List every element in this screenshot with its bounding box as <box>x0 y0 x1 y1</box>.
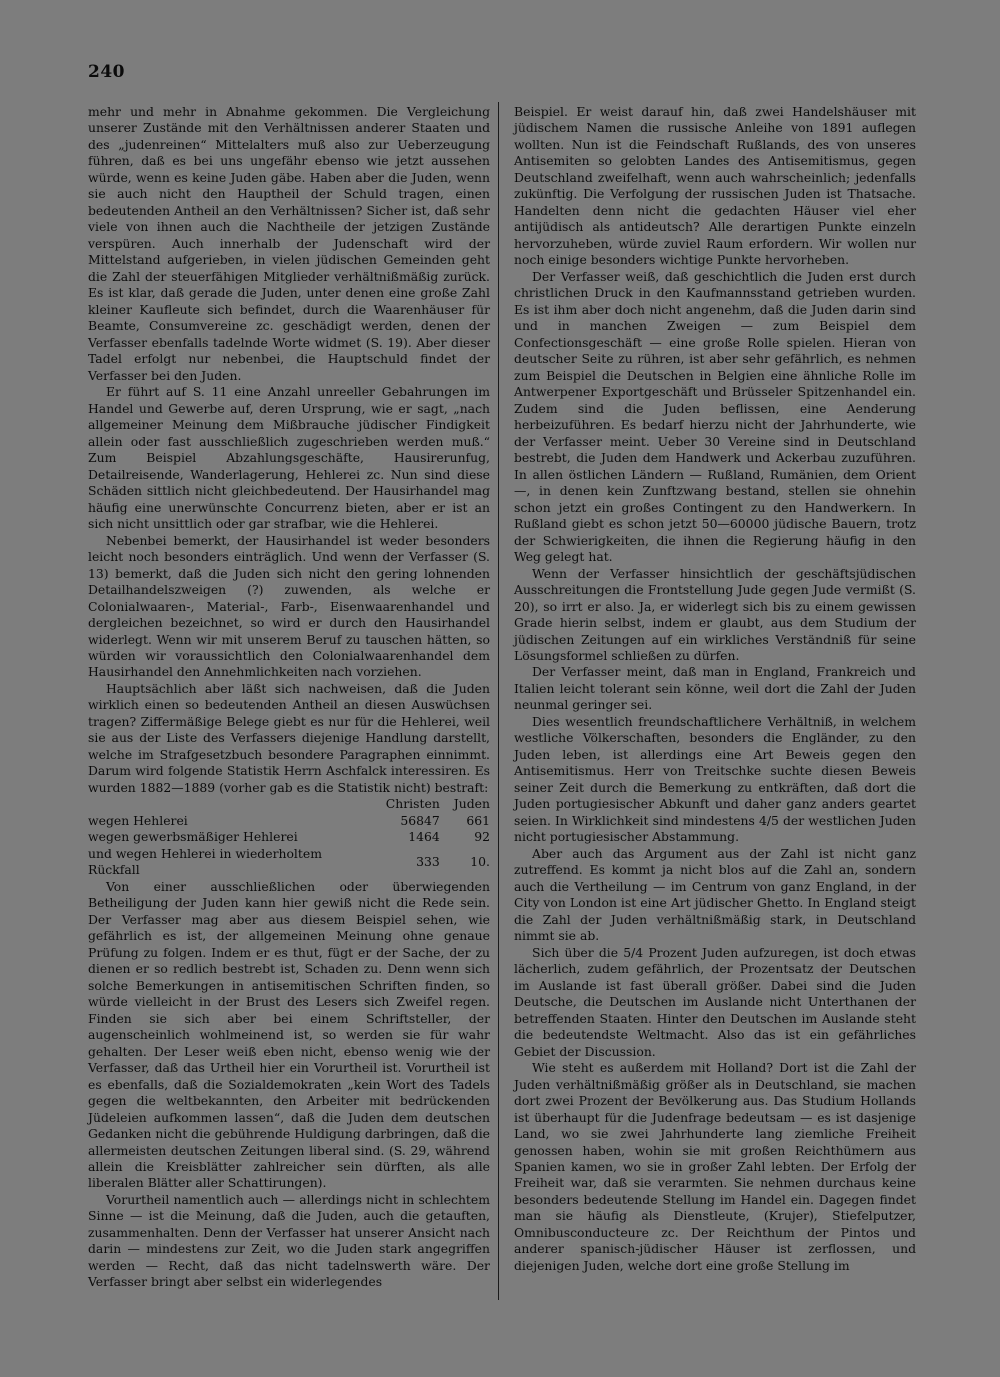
paragraph: Hauptsächlich aber läßt sich nachweisen, daß die Juden wirklich einen so bedeutenden Antheil an diesen Auswüchsen tragen? Ziffermäßige Belege giebt es nur für die Hehlerei, weil sie aus der Liste des Verfassers diejenige Handlung darstellt, welche im Strafgesetzbuch besondere Paragraphen einnimmt. Darum wird folgende Statistik Herrn Aschfalck interessiren. Es wurden 1882—1889 (vorher gab es die Statistik nicht) bestraft: <box>88 680 490 795</box>
table-header-row <box>88 796 490 812</box>
paragraph: Beispiel. Er weist darauf hin, daß zwei Handelshäuser mit jüdischem Namen die russische Anleihe von 1891 auflegen wollten. Nun ist die Feindschaft Rußlands, des von unseres Antisemiten so gelobten Landes des Antisemitismus, gegen Deutschland zweifelhaft, wenn auch wahrscheinlich; jedenfalls zukünftig. Die Verfolgung der russischen Juden ist Thatsache. Handelten denn nicht die gedachten Häuser viel eher antijüdisch als antideutsch? Alle derartigen Punkte einzeln hervorzuheben, würde zuviel Raum erfordern. Wir wollen nur noch einige besonders wichtige Punkte hervorheben. <box>514 104 916 268</box>
column-divider <box>498 102 499 1300</box>
paragraph: Der Verfasser meint, daß man in England, Frankreich und Italien leicht tolerant sein könne, weil dort die Zahl der Juden neunmal geringer sei. <box>514 664 916 713</box>
table-cell: wegen Hehlerei <box>88 812 188 828</box>
paragraph: Wie steht es außerdem mit Holland? Dort ist die Zahl der Juden verhältnißmäßig größer als in Deutschland, sie machen dort zwei Prozent der Bevölkerung aus. Das Studium Hollands ist überhaupt für die Judenfrage bedeutsam — es ist dasjenige Land, wo sie zwei Jahrhunderte lang ziemliche Freiheit genossen haben, wohin sie mit großen Reichthümern aus Spanien kamen, wo sie in großer Zahl lebten. Der Erfolg der Freiheit war, daß sie verarmten. Sie nehmen durchaus keine besonders bedeutende Stellung im Handel ein. Dagegen findet man sie häufig als Dienstleute, (Krujer), Stiefelputzer, Omnibusconducteure zc. Der Reichthum der Pintos und anderer spanisch-jüdischer Häuser ist zerflossen, und diejenigen Juden, welche dort eine große Stellung im <box>514 1060 916 1273</box>
paragraph: Dies wesentlich freundschaftlichere Verhältniß, in welchem westliche Völkerschaften, besonders die Engländer, zu den Juden leben, ist allerdings eine Art Beweis gegen den Antisemitismus. Herr von Treitschke suchte diesen Beweis seiner Zeit durch die Bemerkung zu entkräften, daß dort die Juden portugiesischer Abkunft und daher ganz anders geartet seien. In Wirklichkeit sind mindestens 4/5 der westlichen Juden nicht portugiesischer Abstammung. <box>514 713 916 845</box>
paragraph: Sich über die 5/4 Prozent Juden aufzuregen, ist doch etwas lächerlich, zudem gefährlich, der Prozentsatz der Deutschen im Auslande ist fast überall größer. Dabei sind die Juden Deutsche, die Deutschen im Auslande nicht Unterthanen der betreffenden Staaten. Hinter den Deutschen im Auslande steht die bedeutendste Weltmacht. Also das ist ein gefährliches Gebiet der Discussion. <box>514 944 916 1059</box>
page-number: 240 <box>88 62 125 82</box>
table-cell: 1464 <box>408 829 440 845</box>
table-row <box>88 829 490 845</box>
left-column <box>88 104 490 1291</box>
right-column <box>514 104 916 1274</box>
table-cell: 56847 <box>400 812 440 828</box>
paragraph: Der Verfasser weiß, daß geschichtlich die Juden erst durch christlichen Druck in den Kaufmannsstand getrieben wurden. Es ist ihm aber doch nicht angenehm, daß die Juden darin sind und in manchen Zweigen — zum Beispiel dem Confectionsgeschäft — eine große Rolle spielen. Hieran von deutscher Seite zu rühren, ist aber sehr gefährlich, es nehmen zum Beispiel die Deutschen in Belgien eine ähnliche Rolle im Antwerpener Exportgeschäft und Brüsseler Spitzenhandel ein. Zudem sind die Juden beflissen, eine Aenderung herbeizuführen. Es bedarf hierzu nicht der Jahrhunderte, wie der Verfasser meint. Ueber 30 Vereine sind in Deutschland bestrebt, die Juden dem Handwerk und Ackerbau zuzuführen. In allen östlichen Ländern — Rußland, Rumänien, dem Orient —, in denen kein Zunftzwang bestand, stellen sie ohnehin schon jetzt ein großes Contingent zu den Handwerkern. In Rußland giebt es schon jetzt 50—60000 jüdische Bauern, trotz der Schwierigkeiten, die ihnen die Regierung häufig in den Weg gelegt hat. <box>514 268 916 565</box>
table-cell: wegen gewerbsmäßiger Hehlerei <box>88 829 298 845</box>
table-cell: 10. <box>470 854 490 870</box>
paragraph: Aber auch das Argument aus der Zahl ist nicht ganz zutreffend. Es kommt ja nicht blos auf die Zahl an, sondern auch die Vertheilung — im Centrum von ganz England, in der City von London ist eine Art jüdischer Ghetto. In England steigt die Zahl der Juden verhältnißmäßig stark, in Deutschland nimmt sie ab. <box>514 845 916 944</box>
paragraph: Wenn der Verfasser hinsichtlich der geschäftsjüdischen Ausschreitungen die Frontstellung Jude gegen Jude vermißt (S. 20), so irrt er also. Ja, er widerlegt sich bis zu einem gewissen Grade hierin selbst, indem er glaubt, aus dem Studium der jüdischen Zeitungen auf ein wirkliches Verständniß für seine Lösungsformel schließen zu dürfen. <box>514 565 916 663</box>
table-cell: und wegen Hehlerei in wiederholtem Rückfall <box>88 845 322 878</box>
table-header <box>88 796 372 812</box>
paragraph: Von einer ausschließlichen oder überwiegenden Betheiligung der Juden kann hier gewiß nicht die Rede sein. Der Verfasser mag aber aus diesem Beispiel sehen, wie gefährlich es ist, der allgemeinen Meinung ohne genaue Prüfung zu folgen. Indem er es thut, fügt er der Sache, der zu dienen er so redlich bestrebt ist, Schaden zu. Denn wenn sich solche Bemerkungen in antisemitischen Schriften finden, so würde vielleicht in der Brust des Lesers sich Zweifel regen. Finden sie sich aber bei einem Schriftsteller, der augenscheinlich wohlmeinend ist, so werden sie für wahr gehalten. Der Leser weiß eben nicht, ebenso wenig wie der Verfasser, daß das Urtheil hier ein Vorurtheil ist. Vorurtheil ist es ebenfalls, daß die Sozialdemokraten „kein Wort des Tadels gegen die weltbekannten, den Arbeiter mit bedrückenden Jüdeleien aufkommen lassen“, daß die Juden dem deutschen Gedanken nicht die gebührende Huldigung darbringen, daß die allermeisten deutschen Zeitungen liberal sind. (S. 29, während allein die Kreisblätter zahlreicher sein dürften, als alle liberalen Blätter aller Schattirungen). <box>88 878 490 1191</box>
table-row <box>88 846 490 879</box>
table-cell: 92 <box>474 829 490 845</box>
statistics-table <box>88 796 490 878</box>
table-row <box>88 813 490 829</box>
table-cell: 661 <box>466 812 490 828</box>
paragraph: Er führt auf S. 11 eine Anzahl unreeller Gebahrungen im Handel und Gewerbe auf, deren Ursprung, wie er sagt, „nach allgemeiner Meinung dem Mißbrauche jüdischer Findigkeit allein oder fast ausschließlich zugeschrieben werden muß.“ Zum Beispiel Abzahlungsgeschäfte, Hausirerunfug, Detailreisende, Wanderlagerung, Hehlerei zc. Nun sind diese Schäden sittlich nicht gleichbedeutend. Der Hausirhandel mag häufig eine unerwünschte Concurrenz bieten, aber er ist an sich nicht unsittlich oder gar strafbar, wie die Hehlerei. <box>88 384 490 532</box>
table-cell: 333 <box>416 854 440 870</box>
paragraph: Vorurtheil namentlich auch — allerdings nicht in schlechtem Sinne — ist die Meinung, daß die Juden, auch die getauften, zusammenhalten. Denn der Verfasser hat unserer Ansicht nach darin — mindestens zur Zeit, wo die Juden stark angegriffen werden — Recht, daß das nicht tadelnswerth wäre. Der Verfasser bringt aber selbst ein widerlegendes <box>88 1191 490 1290</box>
paragraph: mehr und mehr in Abnahme gekommen. Die Vergleichung unserer Zustände mit den Verhältnissen anderer Staaten und des „judenreinen“ Mittelalters muß also zur Ueberzeugung führen, daß es bei uns ungefähr ebenso wie jetzt aussehen würde, wenn es keine Juden gäbe. Haben aber die Juden, wenn sie auch nicht den Hauptheil der Schuld tragen, einen bedeutenden Antheil an den Verhältnissen? Sicher ist, daß sehr viele von ihnen auch die Nachtheile der jetzigen Zustände verspüren. Auch innerhalb der Judenschaft wird der Mittelstand aufgerieben, in vielen jüdischen Gemeinden geht die Zahl der steuerfähigen Mitglieder verhältnißmäßig zurück. Es ist klar, daß gerade die Juden, unter denen eine große Zahl kleiner Kaufleute sich befindet, durch die Waarenhäuser für Beamte, Consumvereine zc. geschädigt werden, denen der Verfasser ebenfalls tadelnde Worte widmet (S. 19). Aber dieser Tadel erfolgt nur nebenbei, die Hauptschuld findet der Verfasser bei den Juden. <box>88 104 490 383</box>
paragraph: Nebenbei bemerkt, der Hausirhandel ist weder besonders leicht noch besonders einträglich. Und wenn der Verfasser (S. 13) bemerkt, daß die Juden sich nicht den gering lohnenden Detailhandelszweigen (?) zuwenden, als welche er Colonialwaaren-, Material-, Farb-, Eisenwaarenhandel und dergleichen bezeichnet, so wird er durch den Hausirhandel widerlegt. Wenn wir mit unserem Beruf zu tauschen hätten, so würden wir voraussichtlich den Colonialwaarenhandel dem Hausirhandel den Annehmlichkeiten nach vorziehen. <box>88 532 490 680</box>
table-header: Juden <box>453 796 490 812</box>
table-header: Christen <box>385 796 440 812</box>
